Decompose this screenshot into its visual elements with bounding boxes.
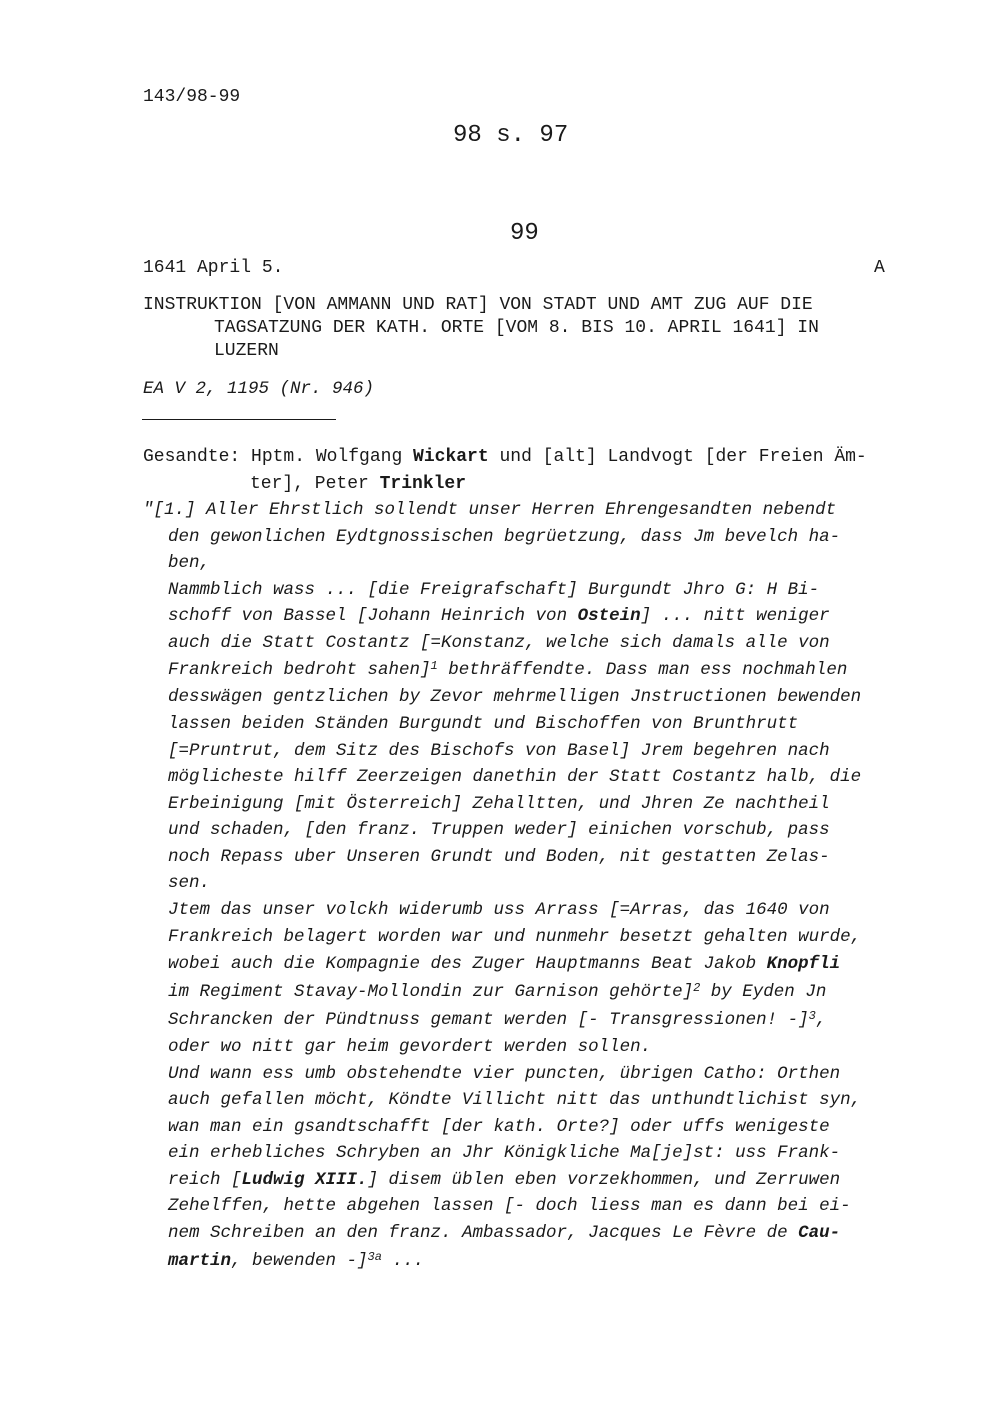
archive-reference: 143/98-99 xyxy=(143,87,241,107)
body-line: auch gefallen möcht, Köndte Villicht nitt das unthundtlichist syn, xyxy=(168,1090,862,1110)
body-line: noch Repass uber Unseren Grundt und Boden, nit gestatten Zelas- xyxy=(168,847,830,867)
envoys-line xyxy=(250,474,466,494)
document-mark: A xyxy=(874,258,885,278)
title-line: TAGSATZUNG DER KATH. ORTE [VOM 8. BIS 10. APRIL 1641] IN xyxy=(214,318,819,338)
body-line xyxy=(168,954,840,974)
body-line: möglicheste hilff Zeerzeigen danethin der Statt Costantz halb, die xyxy=(168,767,862,787)
body-text: by Eyden Jn xyxy=(700,982,827,1002)
body-line: Frankreich belagert worden war und nunmehr besetzt gehalten wurde, xyxy=(168,927,862,947)
envoys-text: und [alt] Landvogt [der Freien Äm- xyxy=(488,447,867,467)
person-name: Cau- xyxy=(798,1223,841,1243)
body-line xyxy=(168,1170,840,1190)
body-line: Und wann ess umb obstehendte vier puncten, übrigen Catho: Orthen xyxy=(168,1064,841,1084)
envoys-text: ter], Peter xyxy=(250,474,380,494)
body-line: lassen beiden Ständen Burgundt und Bischoffen von Brunthrutt xyxy=(168,714,799,734)
footnote-marker: 2 xyxy=(693,981,701,996)
title-line: INSTRUKTION [VON AMMANN UND RAT] VON STADT UND AMT ZUG AUF DIE xyxy=(143,295,813,315)
body-line: sen. xyxy=(168,873,211,893)
body-line xyxy=(168,1251,424,1271)
body-line: oder wo nitt gar heim gevordert werden sollen. xyxy=(168,1037,652,1057)
document-number: 99 xyxy=(510,220,539,247)
body-line: Zehelffen, hette abgehen lassen [- doch liess man es dann bei ei- xyxy=(168,1196,851,1216)
body-line: wan man ein gsandtschafft [der kath. Orte?] oder uffs wenigeste xyxy=(168,1117,830,1137)
envoys-text: Gesandte: Hptm. Wolfgang xyxy=(143,447,414,467)
page-reference: 98 s. 97 xyxy=(453,122,569,149)
body-text: ... xyxy=(381,1251,424,1271)
envoy-name: Wickart xyxy=(413,447,489,467)
body-text: , xyxy=(815,1010,827,1030)
body-text: , bewenden -] xyxy=(231,1251,368,1271)
body-text: nem Schreiben an den franz. Ambassador, Jacques Le Fèvre de xyxy=(168,1223,799,1243)
person-name: Ostein xyxy=(577,606,641,626)
body-line: Erbeinigung [mit Österreich] Zehalltten, und Jhren Ze nachtheil xyxy=(168,794,830,814)
body-line: den gewonlichen Eydtgnossischen begrüetzung, dass Jm bevelch ha- xyxy=(168,527,841,547)
body-text: Frankreich bedroht sahen] xyxy=(168,660,431,680)
body-text: ] ... nitt weniger xyxy=(640,606,830,626)
source-citation: EA V 2, 1195 (Nr. 946) xyxy=(143,379,375,399)
person-name: Ludwig XIII. xyxy=(241,1170,368,1190)
body-line: [=Pruntrut, dem Sitz des Bischofs von Basel] Jrem begehren nach xyxy=(168,741,830,761)
footnote-marker: 1 xyxy=(430,659,438,674)
body-line xyxy=(168,982,826,1002)
footnote-marker: 3 xyxy=(808,1009,816,1024)
body-text: ] disem üblen eben vorzekhommen, und Zerruwen xyxy=(367,1170,841,1190)
person-name: martin xyxy=(168,1251,232,1271)
body-text: im Regiment Stavay-Mollondin zur Garnison gehörte] xyxy=(168,982,694,1002)
body-text: bethräffendte. Dass man ess nochmahlen xyxy=(437,660,848,680)
separator-rule xyxy=(142,419,336,420)
body-text: reich [ xyxy=(168,1170,242,1190)
document-date: 1641 April 5. xyxy=(143,258,284,278)
envoys-line xyxy=(143,447,867,467)
body-text: wobei auch die Kompagnie des Zuger Hauptmanns Beat Jakob xyxy=(168,954,767,974)
body-text: Schrancken der Pündtnuss gemant werden [- Transgressionen! -] xyxy=(168,1010,809,1030)
body-line: Jtem das unser volckh widerumb uss Arrass [=Arras, das 1640 von xyxy=(168,900,830,920)
body-line: "[1.] Aller Ehrstlich sollendt unser Herren Ehrengesandten nebendt xyxy=(143,500,837,520)
body-line: ben, xyxy=(168,553,211,573)
title-line: LUZERN xyxy=(214,341,279,361)
body-line: und schaden, [den franz. Truppen weder] einichen vorschub, pass xyxy=(168,820,830,840)
body-line xyxy=(168,660,847,680)
body-line: auch die Statt Costantz [=Konstanz, welche sich damals alle von xyxy=(168,633,830,653)
body-line xyxy=(168,1010,826,1030)
envoy-name: Trinkler xyxy=(379,474,467,494)
footnote-marker: 3a xyxy=(367,1250,382,1265)
body-line xyxy=(168,1223,840,1243)
body-line: ein erhebliches Schryben an Jhr Königkliche Ma[je]st: uss Frank- xyxy=(168,1143,841,1163)
body-line: Nammblich wass ... [die Freigrafschaft] Burgundt Jhro G: H Bi- xyxy=(168,580,820,600)
person-name: Knopfli xyxy=(766,954,841,974)
body-line: desswägen gentzlichen by Zevor mehrmelligen Jnstructionen bewenden xyxy=(168,687,862,707)
body-line xyxy=(168,606,830,626)
body-text: schoff von Bassel [Johann Heinrich von xyxy=(168,606,578,626)
